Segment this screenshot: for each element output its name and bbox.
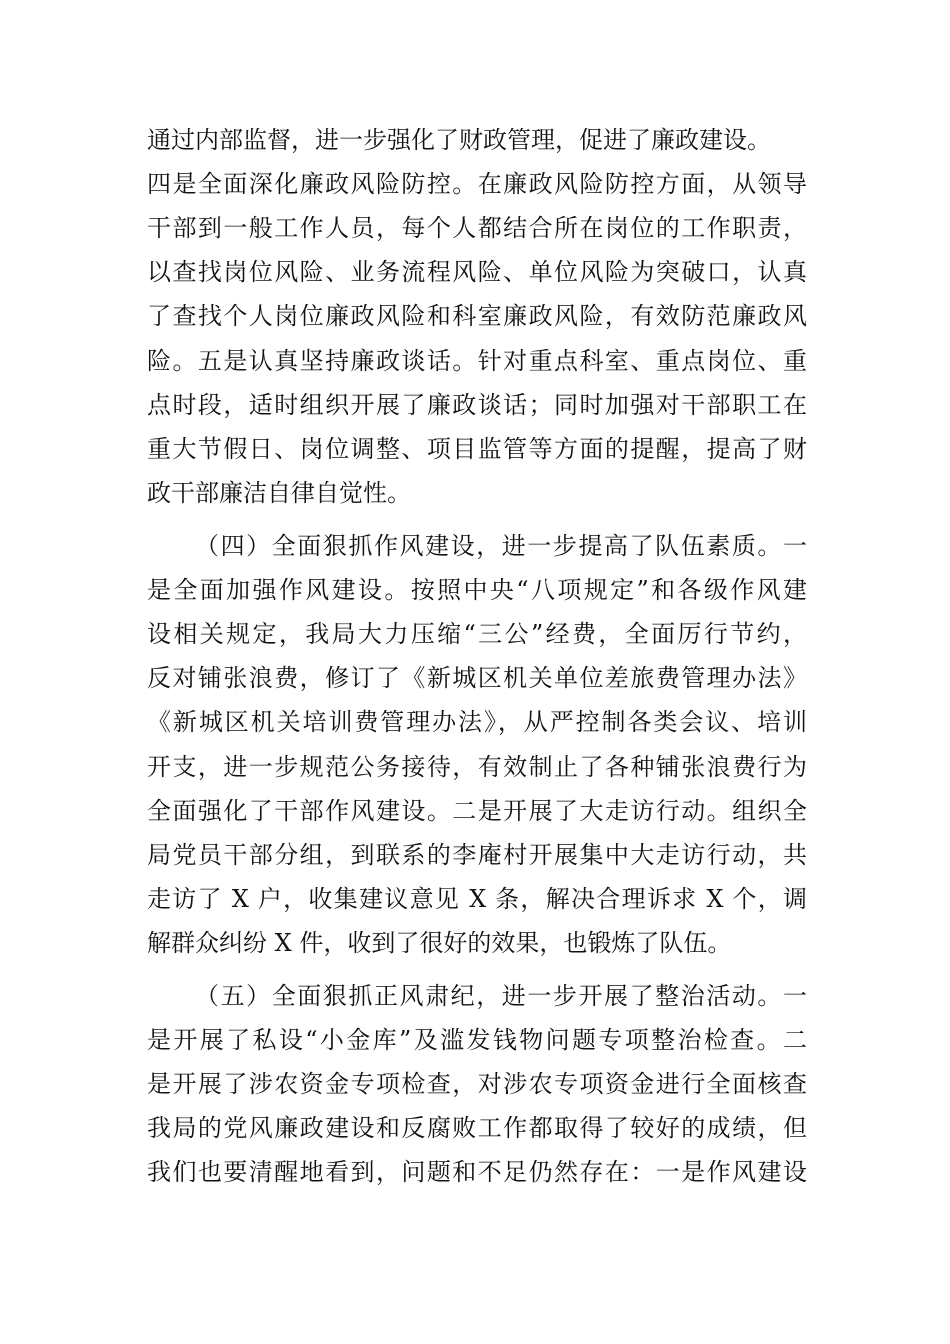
text-line: 开支，进一步规范公务接待，有效制止了各种铺张浪费行为 — [147, 753, 807, 781]
section-heading-line: （四）全面狠抓作风建设，进一步提高了队伍素质。一 — [195, 532, 807, 560]
text-line: 是开展了私设“小金库”及滥发钱物问题专项整治检查。二 — [147, 1026, 807, 1054]
text-line: 了查找个人岗位廉政风险和科室廉政风险，有效防范廉政风 — [147, 302, 807, 330]
text-line: 局党员干部分组，到联系的李庵村开展集中大走访行动，共 — [147, 841, 807, 869]
text-line: 走访了 X 户，收集建议意见 X 条，解决合理诉求 X 个，调 — [147, 885, 807, 913]
text-line: 是开展了涉农资金专项检查，对涉农专项资金进行全面核查 — [147, 1070, 807, 1098]
text-line: 反对铺张浪费，修订了《新城区机关单位差旅费管理办法》 — [147, 664, 807, 692]
text-line: 以查找岗位风险、业务流程风险、单位风险为突破口，认真 — [147, 258, 807, 286]
text-line: 险。五是认真坚持廉政谈话。针对重点科室、重点岗位、重 — [147, 347, 807, 375]
text-line: 我们也要清醒地看到，问题和不足仍然存在：一是作风建设 — [147, 1158, 807, 1186]
text-line: 政干部廉洁自律自觉性。 — [147, 479, 411, 507]
text-line: 我局的党风廉政建设和反腐败工作都取得了较好的成绩，但 — [147, 1114, 807, 1142]
text-line: 四是全面深化廉政风险防控。在廉政风险防控方面，从领导 — [147, 170, 807, 198]
text-line: 设相关规定，我局大力压缩“三公”经费，全面厉行节约， — [147, 620, 807, 648]
text-line: 点时段，适时组织开展了廉政谈话；同时加强对干部职工在 — [147, 391, 807, 419]
section-heading-line: （五）全面狠抓正风肃纪，进一步开展了整治活动。一 — [195, 982, 807, 1010]
text-line: 干部到一般工作人员，每个人都结合所在岗位的工作职责， — [147, 214, 807, 242]
text-line: 通过内部监督，进一步强化了财政管理，促进了廉政建设。 — [147, 126, 771, 154]
text-line: 全面强化了干部作风建设。二是开展了大走访行动。组织全 — [147, 797, 807, 825]
text-line: 《新城区机关培训费管理办法》，从严控制各类会议、培训 — [147, 708, 807, 736]
text-line: 解群众纠纷 X 件，收到了很好的效果，也锻炼了队伍。 — [147, 929, 732, 957]
text-line: 重大节假日、岗位调整、项目监管等方面的提醒，提高了财 — [147, 435, 807, 463]
text-line: 是全面加强作风建设。按照中央“八项规定”和各级作风建 — [147, 576, 807, 604]
